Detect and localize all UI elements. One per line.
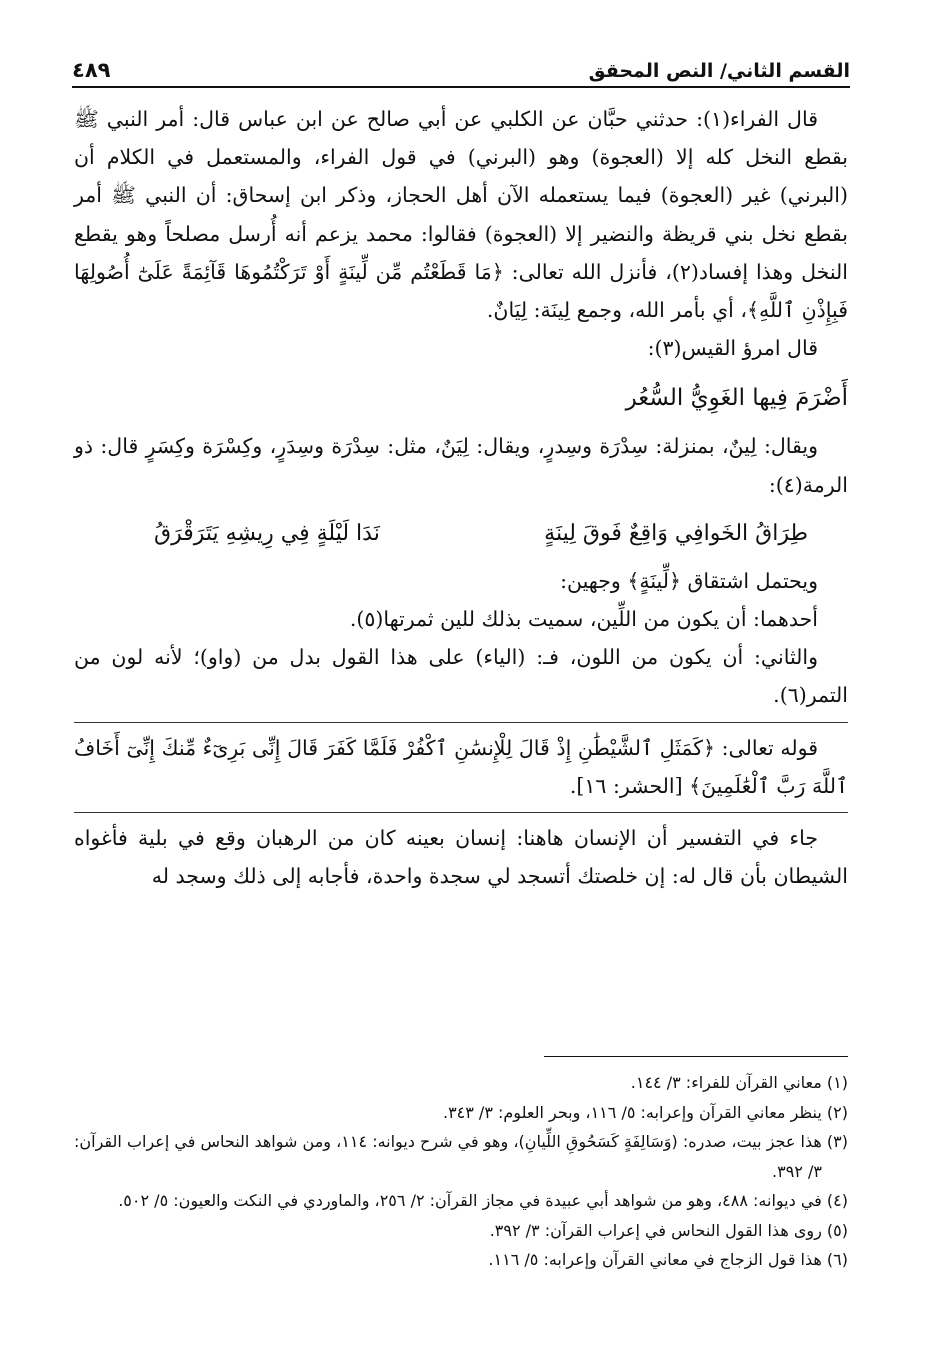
footnote-1: (١) معاني القرآن للفراء: ٣/ ١٤٤. [630, 1073, 848, 1092]
paragraph-7: قوله تعالى: ﴿كَمَثَلِ ٱلشَّيْطَٰنِ إِذْ قَالَ لِلْإِنسَٰنِ ٱكْفُرْ فَلَمَّا كَفَرَ قَالَ إِنِّى بَرِىٓءٌ مِّنكَ إِنِّىٓ أَخَافُ ٱللَّهَ رَبَّ ٱلْعَٰلَمِينَ﴾ [الحشر: ١٦]. [74, 722, 848, 805]
paragraph-4: ويحتمل اشتقاق ﴿لِّينَةٍ﴾ وجهين: [560, 568, 818, 593]
section-title: القسم الثاني/ النص المحقق [588, 60, 850, 82]
paragraph-5: أحدهما: أن يكون من اللِّين، سميت بذلك للين ثمرتها(٥). [349, 607, 818, 632]
verse-hemistich-second: نَدَا لَيْلَةٍ فِي رِيشِهِ يَتَرَقْرَقُ [154, 520, 380, 546]
running-header [72, 48, 850, 88]
verse-hemistich-first: طِرَاقُ الخَوافِي وَاقِعٌ فَوقَ لِينَةٍ [544, 520, 808, 546]
footnote-6: (٦) هذا قول الزجاج في معاني القرآن وإعرابه: ٥/ ١١٦. [488, 1250, 848, 1269]
footnote-2: (٢) ينظر معاني القرآن وإعرابه: ٥/ ١١٦، وبحر العلوم: ٣/ ٣٤٣. [442, 1102, 848, 1122]
verse-dhu-al-rumma [74, 508, 848, 560]
paragraph-2: قال امرؤ القيس(٣): [647, 336, 818, 361]
footnote-4: (٤) في ديوانه: ٤٨٨، وهو من شواهد أبي عبيدة في مجاز القرآن: ٢/ ٢٥٦، والماوردي في النكت والعيون: ٥/ ٥٠٢. [118, 1191, 848, 1210]
paragraph-8: جاء في التفسير أن الإنسان هاهنا: إنسان بعينه كان من الرهبان وقع في بلية فأغواه الشيطان بأن قال له: إن خلصتك أتسجد لي سجدة واحدة، فأجابه إلى ذلك وسجد له [74, 812, 848, 895]
main-text [74, 100, 848, 895]
page-number: ٤٨٩ [72, 58, 111, 82]
footnote-5: (٥) روى هذا القول النحاس في إعراب القرآن: ٣/ ٣٩٢. [489, 1220, 848, 1240]
footnote-separator [544, 1056, 848, 1057]
verse-imru-al-qays: أَضْرَمَ فِيها الغَوِيُّ السُّعُر [625, 385, 848, 412]
paragraph-1: قال الفراء(١): حدثني حبَّان عن الكلبي عن أبي صالح عن ابن عباس قال: أمر النبي ﷺ بقطع النخل كله إلا (العجوة) وهو (البرني) في قول الفراء، والمستعمل في الكلام أن (البرني) غير (العجوة) فيما يستعمله الآن أهل الحجاز، وذكر ابن إسحاق: أن النبي ﷺ أمر بقطع نخل بني قريظة والنضير إلا (العجوة) فقالوا: محمد يزعم أنه أُرسل مصلحاً وهو يقطع النخل وهذا إفساد(٢)، فأنزل الله تعالى: ﴿مَا قَطَعْتُم مِّن لِّينَةٍ أَوْ تَرَكْتُمُوهَا قَآئِمَةً عَلَىٰٓ أُصُولِهَا فَبِإِذْنِ ٱللَّهِ﴾، أي بأمر الله، وجمع لِينَة: لِيَانٌ. [74, 107, 848, 323]
paragraph-6: والثاني: أن يكون من اللون، فـ: (الياء) على هذا القول بدل من (واو)؛ لأنه لون من التمر(٦). [74, 645, 848, 708]
footnotes [74, 1068, 848, 1275]
footnote-3: (٣) هذا عجز بيت، صدره: (وَسَالِفَةٍ كَسَحُوقِ اللِّيانِ)، وهو في شرح ديوانه: ١١٤، ومن شواهد النحاس في إعراب القرآن: ٣/ ٣٩٢. [74, 1132, 848, 1181]
paragraph-3: ويقال: لِينٌ، بمنزلة: سِدْرَة وسِدرٍ، ويقال: لِيَنٌ، مثل: سِدْرَة وسِدَرٍ، وكِسْرَة وكِسَرٍ قال: ذو الرمة(٤): [74, 434, 848, 497]
